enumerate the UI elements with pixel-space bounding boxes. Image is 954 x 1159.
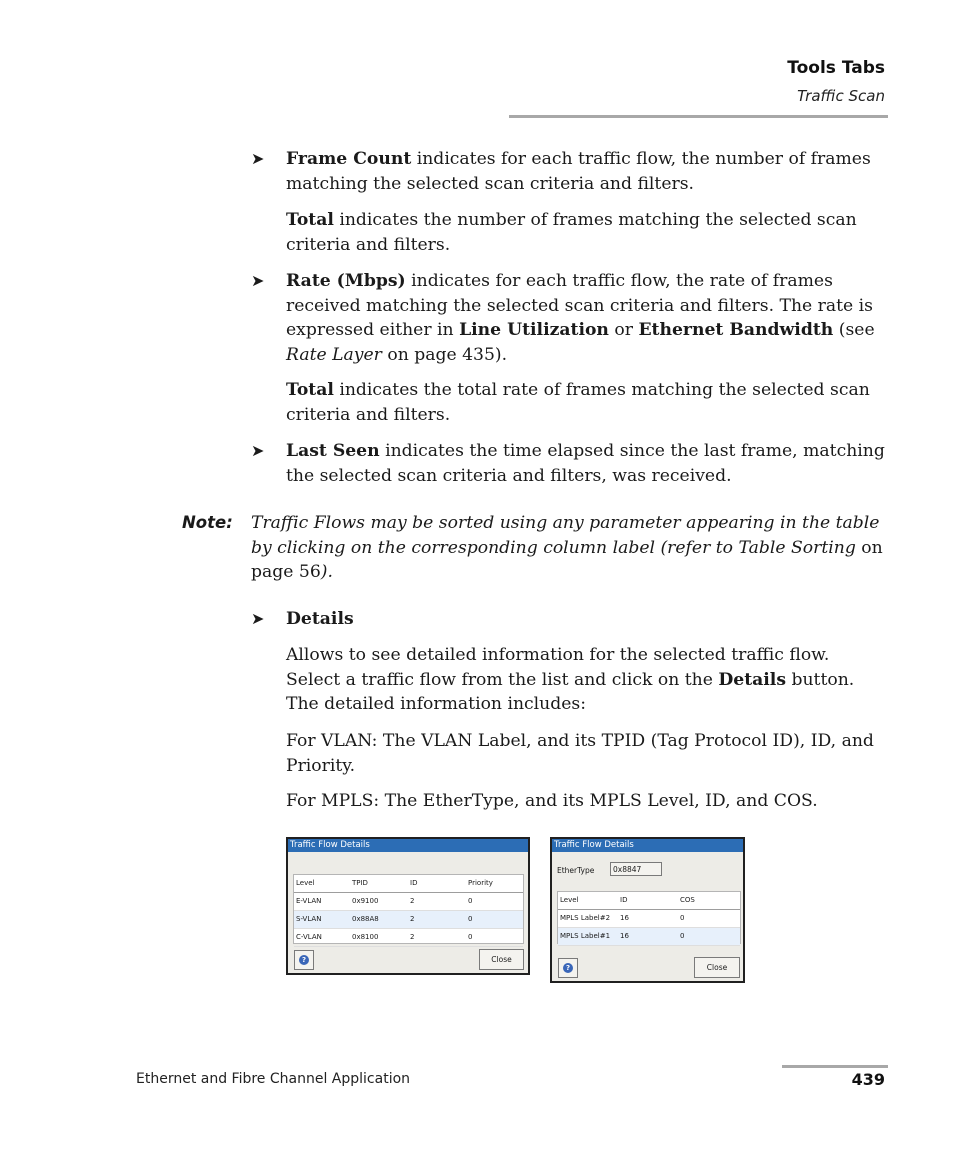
- cell-level: C-VLAN: [296, 933, 322, 941]
- cell-cos: 0: [680, 932, 685, 940]
- table-row[interactable]: [294, 911, 523, 929]
- last-seen-term: Last Seen: [286, 441, 380, 461]
- bullet-arrow-icon: ➤: [251, 441, 265, 460]
- cell-cos: 0: [680, 914, 685, 922]
- mpls-traffic-flow-details-dialog: [550, 837, 745, 983]
- ethernet-bandwidth-term: Ethernet Bandwidth: [638, 320, 834, 340]
- page-number: 439: [851, 1070, 885, 1089]
- frame-count-term: Frame Count: [286, 149, 412, 169]
- column-header-id[interactable]: ID: [620, 896, 628, 904]
- help-icon: ?: [563, 963, 573, 973]
- cell-priority: 0: [468, 933, 473, 941]
- total-term: Total: [286, 380, 334, 400]
- frame-count-paragraph: [286, 147, 886, 196]
- cell-priority: 0: [468, 915, 473, 923]
- rate-text-or: or: [608, 320, 639, 340]
- details-paragraph-1: [286, 643, 886, 717]
- running-header-subtitle: Traffic Scan: [797, 87, 885, 105]
- table-row[interactable]: [558, 928, 740, 946]
- note-label: Note:: [182, 513, 233, 532]
- table-header-row: [294, 875, 523, 893]
- mpls-table: [557, 891, 741, 944]
- ethertype-label: EtherType: [557, 866, 595, 875]
- vlan-traffic-flow-details-dialog: [286, 837, 530, 975]
- table-row[interactable]: [558, 910, 740, 928]
- rate-text: indicates for each traffic flow, the rate of frames received matching the selected scan criteria and filters. The rate is expressed either in: [286, 271, 873, 340]
- table-row[interactable]: [294, 893, 523, 911]
- rate-layer-link[interactable]: Rate Layer: [286, 344, 382, 365]
- column-header-id[interactable]: ID: [410, 879, 418, 887]
- bullet-arrow-icon: ➤: [251, 609, 265, 628]
- details-term: Details: [286, 609, 354, 629]
- details-heading: [286, 607, 886, 632]
- rate-term: Rate (Mbps): [286, 271, 406, 291]
- total-text: indicates the number of frames matching the selected scan criteria and filters.: [286, 210, 857, 255]
- running-header-title: Tools Tabs: [787, 58, 885, 78]
- help-icon: ?: [299, 955, 309, 965]
- cell-id: 2: [410, 897, 415, 905]
- dialog-title: Traffic Flow Details: [552, 839, 743, 852]
- header-rule: [509, 115, 888, 118]
- ethertype-value-field: 0x8847: [610, 862, 662, 876]
- footer-rule: [782, 1065, 888, 1068]
- table-sorting-link[interactable]: Table Sorting: [738, 537, 856, 558]
- help-button[interactable]: [294, 950, 314, 970]
- details-text-b: button. The detailed information includes:: [286, 669, 855, 714]
- close-button[interactable]: Close: [479, 949, 524, 970]
- frame-count-total-paragraph: [286, 208, 886, 257]
- vlan-table: [293, 874, 524, 944]
- note-text: [251, 511, 887, 585]
- cell-id: 2: [410, 933, 415, 941]
- rate-total-paragraph: [286, 378, 886, 427]
- cell-tpid: 0x88A8: [352, 915, 379, 923]
- column-header-level[interactable]: Level: [560, 896, 579, 904]
- last-seen-paragraph: [286, 439, 886, 488]
- column-header-tpid[interactable]: TPID: [352, 879, 368, 887]
- bullet-arrow-icon: ➤: [251, 271, 265, 290]
- cell-tpid: 0x9100: [352, 897, 379, 905]
- details-paragraph-vlan: For VLAN: The VLAN Label, and its TPID (Tag Protocol ID), ID, and Priority.: [286, 731, 874, 776]
- column-header-level[interactable]: Level: [296, 879, 315, 887]
- table-row[interactable]: [294, 929, 523, 947]
- close-button[interactable]: Close: [694, 957, 740, 978]
- bullet-arrow-icon: ➤: [251, 149, 265, 168]
- dialog-title: Traffic Flow Details: [288, 839, 528, 852]
- rate-text-see: (see: [833, 320, 875, 340]
- cell-id: 16: [620, 932, 629, 940]
- note-page: on page 56: [251, 537, 883, 582]
- cell-id: 2: [410, 915, 415, 923]
- help-button[interactable]: [558, 958, 578, 978]
- frame-count-text: indicates for each traffic flow, the number of frames matching the selected scan criteria and filters.: [286, 149, 871, 194]
- column-header-cos[interactable]: COS: [680, 896, 695, 904]
- last-seen-text: indicates the time elapsed since the last frame, matching the selected scan criteria and filters, was received.: [286, 441, 885, 486]
- cell-level: MPLS Label#1: [560, 932, 611, 940]
- details-button-term: Details: [718, 669, 787, 690]
- line-utilization-term: Line Utilization: [459, 320, 609, 340]
- total-text: indicates the total rate of frames matching the selected scan criteria and filters.: [286, 380, 870, 425]
- table-header-row: [558, 892, 740, 910]
- note-end: ).: [320, 562, 333, 582]
- column-header-priority[interactable]: Priority: [468, 879, 493, 887]
- cell-level: S-VLAN: [296, 915, 322, 923]
- cell-level: MPLS Label#2: [560, 914, 611, 922]
- details-paragraph-mpls: For MPLS: The EtherType, and its MPLS Level, ID, and COS.: [286, 791, 818, 811]
- cell-level: E-VLAN: [296, 897, 322, 905]
- note-body: Traffic Flows may be sorted using any parameter appearing in the table by clicking on the corresponding column label (refer to: [251, 513, 880, 558]
- cell-priority: 0: [468, 897, 473, 905]
- total-term: Total: [286, 210, 334, 230]
- rate-text-page: on page 435).: [381, 344, 508, 365]
- rate-paragraph: [286, 269, 886, 367]
- details-text-a: Allows to see detailed information for the selected traffic flow. Select a traffic flow from the list and click on the: [286, 645, 830, 690]
- cell-tpid: 0x8100: [352, 933, 379, 941]
- cell-id: 16: [620, 914, 629, 922]
- footer-document-title: Ethernet and Fibre Channel Application: [136, 1071, 411, 1087]
